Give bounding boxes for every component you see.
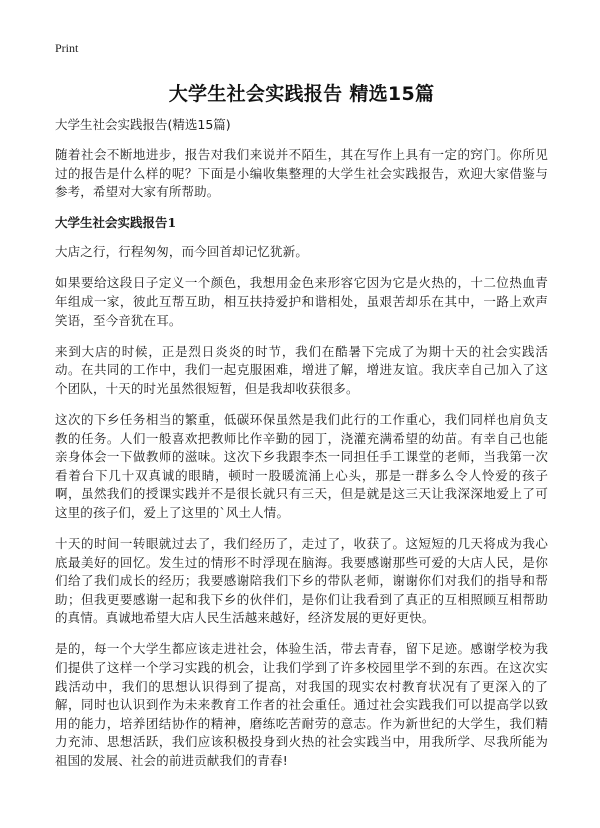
body-paragraph-6: 是的，每一个大学生都应该走进社会，体验生活，带去青春，留下足迹。感谢学校为我们提供了这样一个学习实践的机会，让我们学到了许多校园里学不到的东西。在这次实践活动中，我们的思想认识得到了提高，对我国的现实农村教育状况有了更深入的了解，同时也认识到作为未来教育工作者的社会重任。通过社会实践我们可以提高学以致用的能力，培养团结协作的精神，磨练吃苦耐劳的意志。作为新世纪的大学生，我们精力充沛、思想活跃，我们应该积极投身到火热的社会实践当中，用我所学、尽我所能为祖国的发展、社会的前进贡献我们的青春! <box>55 641 548 769</box>
intro-paragraph: 随着社会不断地进步，报告对我们来说并不陌生，其在写作上具有一定的窍门。你所见过的报告是什么样的呢？下面是小编收集整理的大学生社会实践报告，欢迎大家借鉴与参考，希望对大家有所帮助。 <box>55 147 548 200</box>
body-paragraph-3: 来到大店的时候，正是烈日炎炎的时节，我们在酷暑下完成了为期十天的社会实践活动。在共同的工作中，我们一起克服困难，增进了解，增进友谊。我庆幸自己加入了这个团队，十天的时光虽然很短暂，但是我却收获很多。 <box>55 343 548 396</box>
body-paragraph-1: 大店之行，行程匆匆，而今回首却记忆犹新。 <box>55 244 309 260</box>
section-heading: 大学生社会实践报告1 <box>55 215 177 231</box>
print-label: Print <box>55 41 79 55</box>
document-subtitle: 大学生社会实践报告(精选15篇) <box>55 117 231 132</box>
body-paragraph-2: 如果要给这段日子定义一个颜色，我想用金色来形容它因为它是火热的，十二位热血青年组成一家，彼此互帮互助，相互扶持爱护和谐相处，虽艰苦却乐在其中，一路上欢声笑语，至今音犹在耳。 <box>55 275 548 328</box>
document-title: 大学生社会实践报告 精选15篇 <box>168 83 435 105</box>
body-paragraph-4: 这次的下乡任务相当的繁重，低碳环保虽然是我们此行的工作重心，我们同样也肩负支教的任务。人们一般喜欢把教师比作辛勤的园丁，浇灌充满希望的幼苗。有幸自己也能亲身体会一下做教师的滋味。这次下乡我跟李杰一同担任手工课堂的老师，当我第一次看着台下几十双真诚的眼睛，顿时一股暖流涌上心头，那是一群多么令人怜爱的孩子啊，虽然我们的授课实践并不是很长就只有三天，但是就是这三天让我深深地爱上了可这里的孩子们，爱上了这里的`风土人情。 <box>55 411 548 520</box>
body-paragraph-5: 十天的时间一转眼就过去了，我们经历了，走过了，收获了。这短短的几天将成为我心底最美好的回忆。发生过的情形不时浮现在脑海。我要感谢那些可爱的大店人民，是你们给了我们成长的经历；我要感谢陪我们下乡的带队老师，谢谢你们对我们的指导和帮助；但我更要感谢一起和我下乡的伙伴们，是你们让我看到了真正的互相照顾互相帮助的真情。真诚地希望大店人民生活越来越好，经济发展的更好更快。 <box>55 536 548 626</box>
